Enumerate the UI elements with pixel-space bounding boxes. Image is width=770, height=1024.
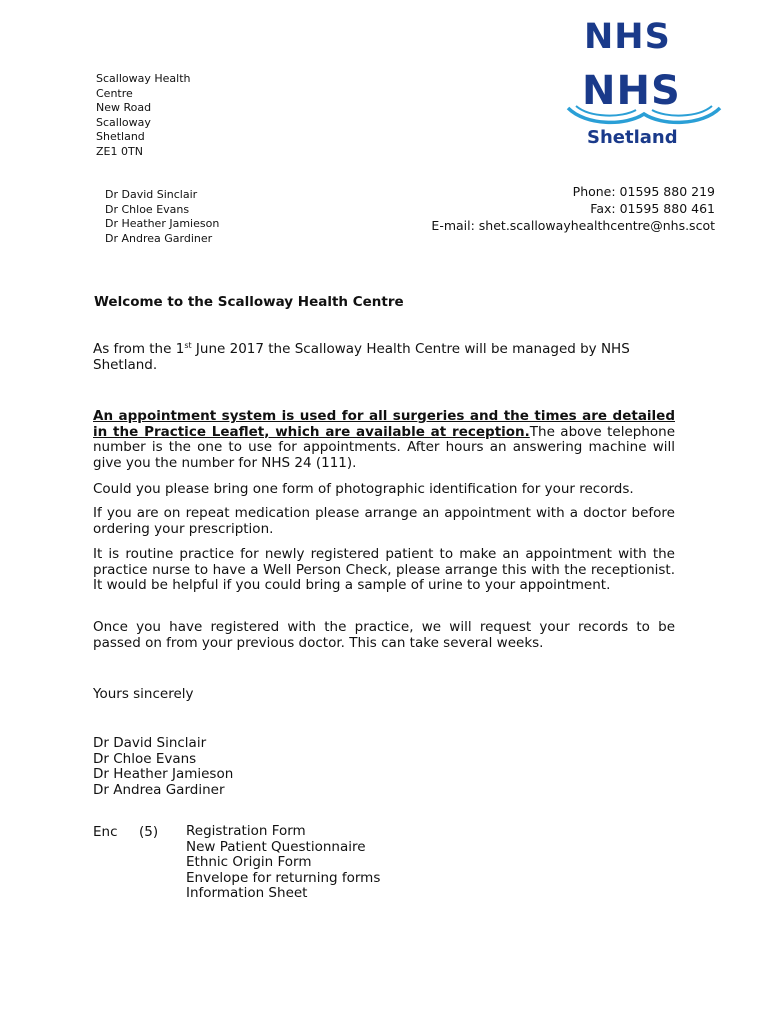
address-line: Shetland bbox=[96, 130, 145, 144]
enclosure-item: Registration Form bbox=[186, 823, 306, 839]
appointment-rest: The above telephone number is the one to use for appointments. After hours an answering machine will give you the number for NHS 24 (111). bbox=[93, 423, 675, 471]
para1-before: As from the 1 bbox=[93, 341, 185, 357]
paragraph-appointments bbox=[93, 409, 675, 471]
logo-nhs-top: NHS bbox=[584, 17, 671, 57]
enclosure-item: New Patient Questionnaire bbox=[186, 838, 366, 855]
closing-salutation: Yours sincerely bbox=[93, 686, 194, 702]
enclosure-label: Enc bbox=[93, 824, 118, 840]
paragraph-well-person-check: It is routine practice for newly registered patient to make an appointment with the practice nurse to have a Well Person Check, please arrange this with the receptionist. It would be helpful if you could bring a sample of urine to your appointment. bbox=[93, 546, 675, 594]
para1-sup: st bbox=[184, 341, 192, 350]
fax-number: Fax: 01595 880 461 bbox=[590, 201, 715, 216]
doctor-name: Dr Heather Jamieson bbox=[105, 217, 220, 231]
address-line: Scalloway bbox=[96, 115, 151, 129]
signatory-name: Dr Heather Jamieson bbox=[93, 766, 234, 783]
doctor-name: Dr David Sinclair bbox=[105, 188, 198, 201]
appointment-emphasis: An appointment system is used for all surgeries and the times are detailed in the Practice Leaflet, which are available at reception. bbox=[93, 408, 675, 440]
email-address: E-mail: shet.scallowayhealthcentre@nhs.scot bbox=[431, 218, 715, 233]
paragraph-management bbox=[93, 342, 675, 373]
doctors-header-list bbox=[105, 188, 219, 246]
address-line: ZE1 0TN bbox=[96, 144, 143, 158]
signatory-name: Dr Andrea Gardiner bbox=[93, 781, 225, 798]
enclosure-count: (5) bbox=[139, 824, 159, 840]
logo-shetland: Shetland bbox=[587, 127, 678, 148]
address-line: Scalloway Health bbox=[96, 72, 191, 85]
doctor-name: Dr Chloe Evans bbox=[105, 202, 190, 216]
para1-after: June 2017 the Scalloway Health Centre will be managed by NHS Shetland. bbox=[93, 341, 630, 373]
signatory-name: Dr Chloe Evans bbox=[93, 750, 197, 767]
doctor-name: Dr Andrea Gardiner bbox=[105, 231, 213, 245]
signatories bbox=[93, 736, 233, 798]
paragraph-medication: If you are on repeat medication please arrange an appointment with a doctor before ordering your prescription. bbox=[93, 505, 675, 537]
nhs-shetland-logo bbox=[566, 18, 722, 152]
enclosure-item: Information Sheet bbox=[186, 885, 308, 902]
enclosure-item: Envelope for returning forms bbox=[186, 869, 381, 886]
address-line: New Road bbox=[96, 101, 152, 115]
practice-address bbox=[96, 72, 190, 160]
enclosure-list bbox=[186, 824, 380, 902]
paragraph-identification: Could you please bring one form of photographic identification for your records. bbox=[93, 481, 634, 497]
address-line: Centre bbox=[96, 86, 133, 100]
paragraph-records: Once you have registered with the practice, we will request your records to be passed on from your previous doctor. This can take several weeks. bbox=[93, 619, 675, 651]
phone-number: Phone: 01595 880 219 bbox=[572, 184, 715, 199]
letter-title: Welcome to the Scalloway Health Centre bbox=[94, 294, 404, 310]
enclosure-item: Ethnic Origin Form bbox=[186, 854, 312, 871]
logo-wave-icon bbox=[566, 104, 722, 128]
signatory-name: Dr David Sinclair bbox=[93, 735, 207, 751]
logo-nhs-main: NHS bbox=[582, 68, 681, 114]
contact-details bbox=[431, 183, 715, 234]
